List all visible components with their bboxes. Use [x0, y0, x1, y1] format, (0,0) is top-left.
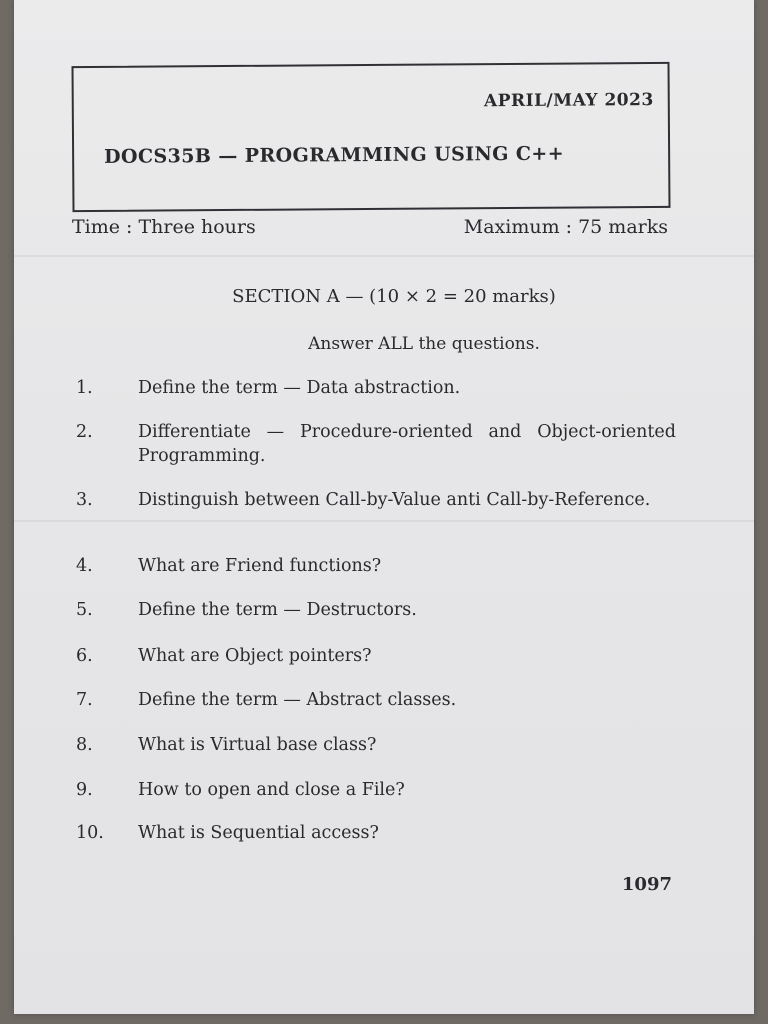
- question-text: What are Friend functions?: [138, 556, 382, 576]
- question-item: [76, 554, 676, 578]
- question-item: [76, 644, 676, 668]
- question-number: 1.: [76, 378, 93, 398]
- paper-fold-line: [14, 255, 754, 257]
- section-heading: [14, 286, 754, 307]
- question-text: What are Object pointers?: [138, 646, 372, 666]
- paper-fold-line: [14, 520, 754, 522]
- question-item: [76, 733, 676, 757]
- section-instruction: [14, 334, 754, 354]
- question-item: [76, 688, 676, 712]
- question-text: How to open and close a File?: [138, 780, 405, 800]
- question-number: 4.: [76, 556, 93, 576]
- maximum-marks: Maximum : 75 marks: [463, 216, 668, 238]
- paper-title: DOCS35B — PROGRAMMING USING C++: [104, 142, 565, 168]
- question-number: 9.: [76, 780, 93, 800]
- question-number: 3.: [76, 490, 93, 510]
- question-text: Differentiate — Procedure-oriented and Object-oriented Programming.: [138, 422, 676, 466]
- question-text: What is Sequential access?: [138, 823, 379, 843]
- question-text: Define the term — Abstract classes.: [138, 690, 457, 710]
- question-number: 2.: [76, 422, 93, 442]
- question-item: [76, 598, 676, 622]
- question-item: [76, 778, 676, 802]
- exam-duration: Time : Three hours: [72, 216, 256, 238]
- question-item: [76, 420, 676, 468]
- question-number: 8.: [76, 735, 93, 755]
- question-number: 7.: [76, 690, 93, 710]
- question-text: Define the term — Destructors.: [138, 600, 417, 620]
- section-instruction-text: Answer ALL the questions.: [308, 334, 540, 354]
- section-heading-text: SECTION A — (10 × 2 = 20 marks): [232, 286, 556, 307]
- exam-paper-sheet: [14, 0, 754, 1014]
- question-item: [76, 488, 676, 512]
- question-number: 5.: [76, 600, 93, 620]
- question-number: 6.: [76, 646, 93, 666]
- exam-header-box: [71, 62, 670, 212]
- question-item: [76, 376, 676, 400]
- question-text: Define the term — Data abstraction.: [138, 378, 461, 398]
- question-item: [76, 821, 676, 845]
- question-number: 10.: [76, 823, 104, 843]
- exam-date: APRIL/MAY 2023: [483, 90, 654, 112]
- paper-code: 1097: [621, 874, 672, 895]
- question-text: What is Virtual base class?: [138, 735, 377, 755]
- question-text: Distinguish between Call-by-Value anti Call-by-Reference.: [138, 490, 651, 510]
